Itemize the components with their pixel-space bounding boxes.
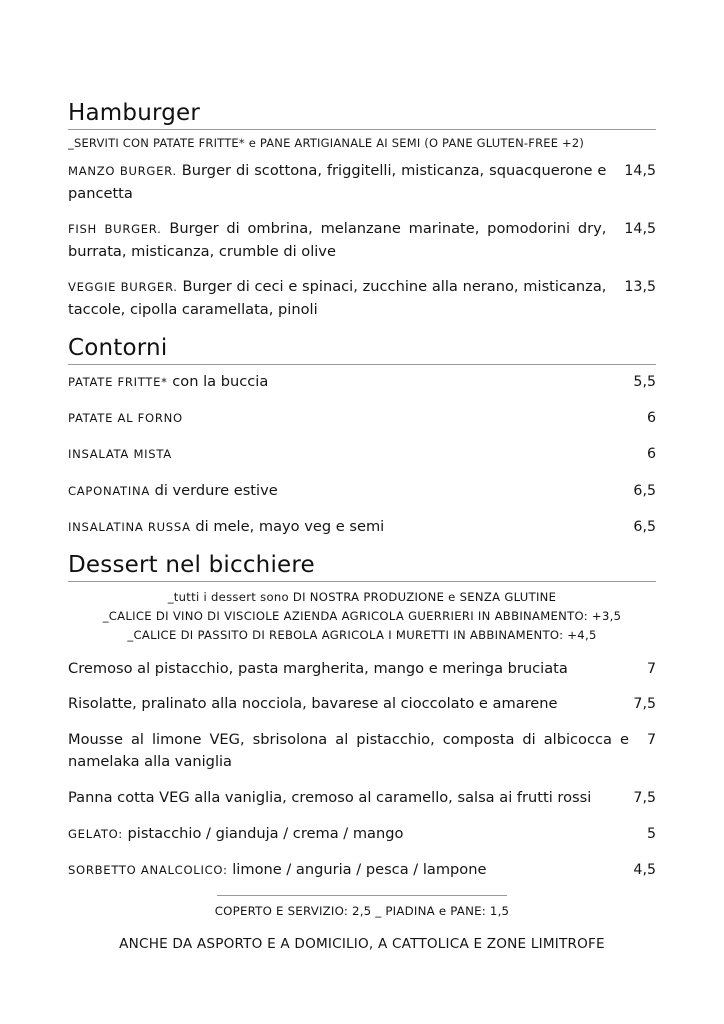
item-price: 6 <box>646 409 656 426</box>
section-title-hamburger: Hamburger <box>68 100 201 126</box>
item-price: 5,5 <box>633 373 656 390</box>
item-text <box>68 516 400 538</box>
item-name: GELATO: <box>68 826 123 841</box>
section-dessert <box>68 552 656 881</box>
item-price: 14,5 <box>624 163 656 179</box>
item-price: 5 <box>646 825 656 842</box>
item-price: 7,5 <box>633 696 656 713</box>
menu-item <box>68 480 656 502</box>
menu-item <box>68 729 656 774</box>
item-text <box>68 823 419 845</box>
item-description: Burger di ceci e spinaci, zucchine alla nerano, misticanza, taccole, cipolla caramellata, pinoli <box>68 278 607 319</box>
item-description: di mele, mayo veg e semi <box>195 517 385 535</box>
item-name: VEGGIE BURGER. <box>68 280 178 295</box>
item-text <box>68 480 294 502</box>
menu-item <box>68 859 656 881</box>
asporto-notice: ANCHE DA ASPORTO E A DOMICILIO, A CATTOLICA E ZONE LIMITROFE <box>119 936 605 952</box>
item-description: Burger di ombrina, melanzane marinate, pomodorini dry, burrata, misticanza, crumble di olive <box>68 220 607 260</box>
item-description: di verdure estive <box>154 481 278 499</box>
menu-item <box>68 693 656 716</box>
dessert-note: _CALICE DI VINO DI VISCIOLE AZIENDA AGRICOLA GUERRIERI IN ABBINAMENTO: +3,5 <box>102 609 622 624</box>
item-price: 6,5 <box>633 482 656 499</box>
item-price: 4,5 <box>633 861 656 878</box>
item-name: MANZO BURGER. <box>68 164 177 178</box>
footer-divider <box>217 895 507 896</box>
menu-item <box>68 443 656 465</box>
item-price: 7,5 <box>633 789 656 806</box>
item-name: FISH BURGER. <box>68 222 162 237</box>
dessert-note: _CALICE DI PASSITO DI REBOLA AGRICOLA I MURETTI IN ABBINAMENTO: +4,5 <box>127 628 597 643</box>
item-name: INSALATA MISTA <box>68 447 172 462</box>
section-hamburger <box>68 100 656 322</box>
item-name: CAPONATINA <box>68 483 150 498</box>
menu-item <box>68 823 656 845</box>
item-name: SORBETTO ANALCOLICO: <box>68 862 228 877</box>
menu-item <box>68 160 656 205</box>
section-divider <box>68 129 656 130</box>
section-notes-dessert <box>68 588 656 645</box>
item-price: 7 <box>646 660 656 677</box>
item-price: 7 <box>646 731 656 748</box>
section-title-contorni: Contorni <box>68 334 168 361</box>
item-description: Mousse al limone VEG, sbrisolona al pistacchio, composta di albicocca e namelaka alla vaniglia <box>68 730 629 771</box>
item-text <box>68 371 284 393</box>
menu-item <box>68 658 656 681</box>
coperto-notice: COPERTO E SERVIZIO: 2,5 _ PIADINA e PANE: 1,5 <box>214 904 510 918</box>
item-text <box>68 407 199 429</box>
item-description: Panna cotta VEG alla vaniglia, cremoso al caramello, salsa ai frutti rossi <box>68 788 592 806</box>
item-description: pistacchio / gianduja / crema / mango <box>127 824 404 842</box>
item-price: 13,5 <box>624 279 656 296</box>
menu-item <box>68 276 656 321</box>
section-title-dessert: Dessert nel bicchiere <box>68 552 315 579</box>
section-divider <box>68 364 656 365</box>
item-price: 14,5 <box>624 221 656 238</box>
item-name: INSALATINA RUSSA <box>68 519 191 534</box>
dessert-note: _tutti i dessert sono DI NOSTRA PRODUZIONE e SENZA GLUTINE <box>167 590 557 605</box>
menu-item <box>68 787 656 810</box>
menu-item <box>68 516 656 538</box>
section-divider <box>68 581 656 582</box>
item-description: limone / anguria / pesca / lampone <box>232 860 487 878</box>
item-name: PATATE AL FORNO <box>68 410 183 425</box>
item-price: 6,5 <box>633 518 656 535</box>
item-name: PATATE FRITTE* <box>68 374 168 389</box>
item-description: Risolatte, pralinato alla nocciola, bavarese al cioccolato e amarene <box>68 695 558 713</box>
menu-item <box>68 218 656 263</box>
item-price: 6 <box>646 446 656 463</box>
menu-item <box>68 407 656 429</box>
item-text <box>68 859 502 881</box>
menu-item <box>68 371 656 393</box>
item-description: con la buccia <box>172 372 269 390</box>
item-text <box>68 443 188 465</box>
item-description: Cremoso al pistacchio, pasta margherita, mango e meringa bruciata <box>68 659 568 677</box>
section-subtitle-hamburger: _SERVITI CON PATATE FRITTE* e PANE ARTIGIANALE AI SEMI (O PANE GLUTEN-FREE +2) <box>68 136 585 150</box>
section-contorni <box>68 335 656 538</box>
page-footer <box>0 895 724 952</box>
item-description: Burger di scottona, friggitelli, misticanza, squacquerone e pancetta <box>68 162 607 202</box>
